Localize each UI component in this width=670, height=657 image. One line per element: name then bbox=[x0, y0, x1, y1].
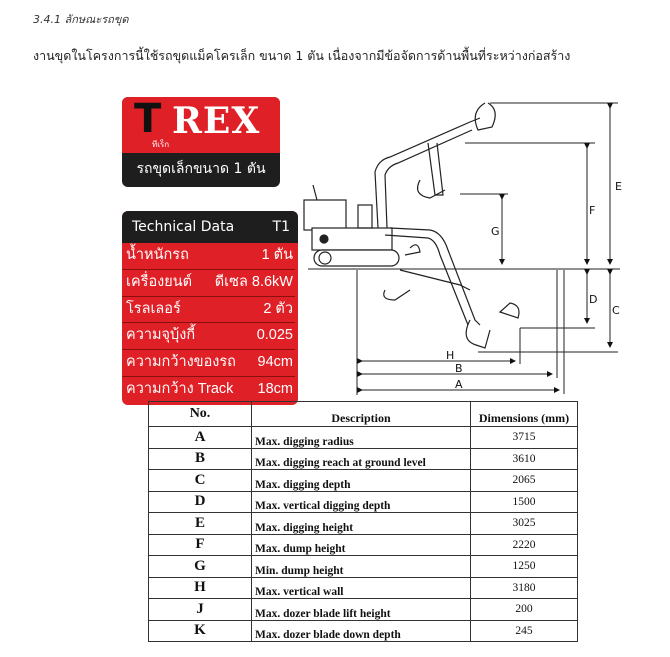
label-a: A bbox=[455, 378, 463, 391]
dimensions-table bbox=[148, 401, 578, 642]
row-no: D bbox=[149, 491, 252, 513]
tech-label: ความกว้างของรถ bbox=[126, 354, 236, 371]
tech-value: ดีเซล 8.6kW bbox=[214, 273, 293, 290]
label-c: C bbox=[612, 304, 620, 317]
row-no: E bbox=[149, 513, 252, 535]
tech-value: 2 ตัว bbox=[263, 300, 293, 317]
logo-thai-name: ทีเร็ก bbox=[152, 140, 170, 149]
row-no: H bbox=[149, 577, 252, 599]
row-dim: 3180 bbox=[471, 577, 578, 599]
section-heading: 3.4.1 ลักษณะรถขุด bbox=[33, 13, 129, 26]
row-desc: Max. dozer blade down depth bbox=[252, 620, 471, 642]
row-no: C bbox=[149, 470, 252, 492]
model-name: T1 bbox=[272, 219, 290, 235]
table-row bbox=[149, 448, 578, 470]
tech-label: ความกว้าง Track bbox=[126, 380, 234, 397]
tech-value: 94cm bbox=[257, 354, 293, 371]
row-desc: Max. vertical digging depth bbox=[252, 491, 471, 513]
tech-value: 0.025 bbox=[256, 327, 293, 344]
tech-value: 1 ตัน bbox=[261, 247, 293, 263]
logo-letter-t: T bbox=[134, 97, 162, 142]
table-row bbox=[149, 470, 578, 492]
technical-data-title: Technical Data bbox=[132, 219, 235, 235]
row-desc: Max. digging height bbox=[252, 513, 471, 535]
logo-tagline: รถขุดเล็กขนาด 1 ตัน bbox=[136, 161, 266, 177]
label-b: B bbox=[455, 362, 463, 375]
table-row bbox=[149, 599, 578, 621]
row-no: G bbox=[149, 556, 252, 578]
table-row bbox=[149, 620, 578, 642]
row-no: K bbox=[149, 620, 252, 642]
tech-label: เครื่องยนต์ bbox=[126, 273, 193, 290]
row-no: B bbox=[149, 448, 252, 470]
table-row bbox=[149, 513, 578, 535]
row-dim: 1250 bbox=[471, 556, 578, 578]
row-desc: Max. vertical wall bbox=[252, 577, 471, 599]
table-row bbox=[149, 577, 578, 599]
label-h: H bbox=[446, 349, 455, 362]
row-desc: Max. dozer blade lift height bbox=[252, 599, 471, 621]
logo-letters-rex: REX bbox=[172, 100, 261, 142]
header-no: No. bbox=[149, 402, 252, 427]
label-g: G bbox=[491, 225, 500, 238]
row-desc: Min. dump height bbox=[252, 556, 471, 578]
intro-paragraph: งานขุดในโครงการนี้ใช้รถขุดแม็คโครเล็ก ขนาด 1 ตัน เนื่องจากมีข้อจัดการด้านพื้นที่ระหว่างก่อสร้าง bbox=[33, 48, 571, 63]
row-dim: 2220 bbox=[471, 534, 578, 556]
header-description: Description bbox=[252, 402, 471, 427]
row-no: J bbox=[149, 599, 252, 621]
row-desc: Max. digging depth bbox=[252, 470, 471, 492]
row-desc: Max. digging reach at ground level bbox=[252, 448, 471, 470]
table-row bbox=[149, 427, 578, 449]
table-row bbox=[149, 534, 578, 556]
row-dim: 200 bbox=[471, 599, 578, 621]
table-header-row bbox=[149, 402, 578, 427]
row-dim: 3610 bbox=[471, 448, 578, 470]
label-f: F bbox=[589, 204, 596, 217]
row-no: A bbox=[149, 427, 252, 449]
tech-label: น้ำหนักรถ bbox=[126, 247, 189, 263]
table-row bbox=[149, 556, 578, 578]
tech-label: ความจุบุ้งกี้ bbox=[126, 327, 196, 344]
tech-label: โรลเลอร์ bbox=[126, 300, 181, 317]
label-e: E bbox=[615, 180, 622, 193]
row-dim: 1500 bbox=[471, 491, 578, 513]
excavator-drawing bbox=[304, 103, 519, 348]
row-dim: 3025 bbox=[471, 513, 578, 535]
row-dim: 245 bbox=[471, 620, 578, 642]
header-dimensions: Dimensions (mm) bbox=[471, 402, 578, 427]
table-row bbox=[149, 491, 578, 513]
row-desc: Max. dump height bbox=[252, 534, 471, 556]
row-desc: Max. digging radius bbox=[252, 427, 471, 449]
row-dim: 3715 bbox=[471, 427, 578, 449]
tech-value: 18cm bbox=[257, 380, 293, 397]
row-no: F bbox=[149, 534, 252, 556]
row-dim: 2065 bbox=[471, 470, 578, 492]
label-d: D bbox=[589, 293, 598, 306]
